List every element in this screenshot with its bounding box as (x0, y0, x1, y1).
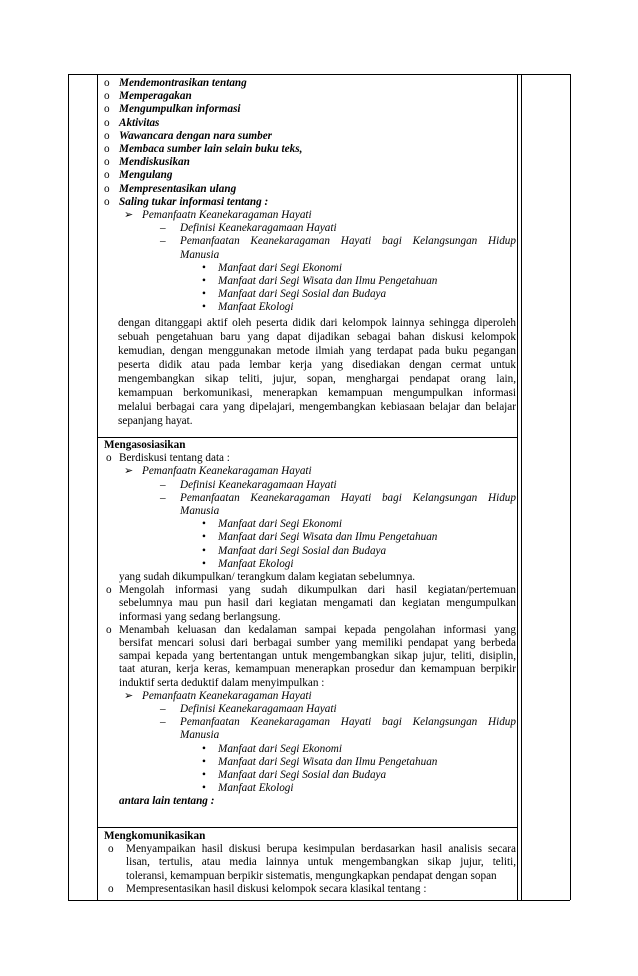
dash-bullet-icon: – (160, 235, 166, 248)
section-divider (97, 827, 517, 828)
mengasosiasikan-section (104, 439, 516, 809)
bullet-item: • Manfaat dari Segi Ekonomi (202, 518, 342, 531)
topic-item: ➢ Pemanfaatn Keanekaragaman Hayati (124, 689, 312, 702)
mengkomunikasikan-section (104, 830, 516, 896)
bullet-item: • Manfaat Ekologi (202, 557, 294, 570)
circle-bullet-icon: o (108, 843, 114, 856)
arrow-bullet-icon: ➢ (124, 465, 134, 478)
activity-list (104, 77, 516, 209)
circle-bullet-icon: o (104, 182, 110, 195)
circle-bullet-icon: o (104, 116, 110, 129)
continuation-text: yang sudah dikumpulkan/ terangkum dalam kegiatan sebelumnya. (119, 571, 416, 584)
bullet-item: • Manfaat dari Segi Ekonomi (202, 261, 342, 274)
bullet-item: • Manfaat dari Segi Wisata dan Ilmu Pengetahuan (202, 755, 438, 768)
circle-bullet-icon: o (104, 103, 110, 116)
circle-bullet-icon: o (106, 623, 112, 636)
bullet-item: • Manfaat dari Segi Sosial dan Budaya (202, 288, 387, 301)
section-divider (97, 437, 517, 438)
circle-bullet-icon: o (108, 882, 114, 895)
round-bullet-icon: • (202, 275, 206, 288)
round-bullet-icon: • (202, 518, 206, 531)
table-bottom-border (68, 900, 570, 901)
list-item: o Mempresentasikan hasil diskusi kelompok secara klasikal tentang : (108, 882, 427, 895)
table-top-border (68, 74, 570, 75)
subtopic-item: – Definisi Keanekaragamaan Hayati (160, 703, 337, 716)
list-item: o Mendemontrasikan tentang (104, 77, 247, 89)
topic-item: ➢ Pemanfaatn Keanekaragaman Hayati (124, 209, 312, 222)
bullet-item: • Manfaat dari Segi Wisata dan Ilmu Pengetahuan (202, 275, 438, 288)
list-item: o Aktivitas (104, 116, 160, 129)
dash-bullet-icon: – (160, 478, 166, 491)
activities-section (104, 77, 516, 428)
list-item: o Wawancara dengan nara sumber (104, 129, 273, 142)
circle-bullet-icon: o (104, 195, 110, 208)
list-item: o Mengulang (104, 169, 173, 182)
circle-bullet-icon: o (104, 90, 110, 103)
subtopic-continuation: Manusia (180, 729, 220, 742)
table-left-border (68, 74, 69, 900)
round-bullet-icon: • (202, 557, 206, 570)
list-item: o Saling tukar informasi tentang : (104, 195, 269, 208)
bullet-item: • Manfaat dari Segi Sosial dan Budaya (202, 544, 387, 557)
circle-bullet-icon: o (104, 169, 110, 182)
subtopic-continuation: Manusia (180, 248, 220, 261)
bullet-item: • Manfaat Ekologi (202, 301, 294, 314)
arrow-bullet-icon: ➢ (124, 209, 134, 222)
circle-bullet-icon: o (106, 584, 112, 597)
column-divider-left (97, 74, 98, 900)
list-item: o Mendiskusikan (104, 156, 190, 169)
topic-item: ➢ Pemanfaatn Keanekaragaman Hayati (124, 465, 312, 478)
circle-bullet-icon: o (104, 156, 110, 169)
section-heading: Mengasosiasikan (104, 439, 186, 451)
subtopic-item: – Pemanfaatan Keanekaragaman Hayati bagi Kelangsungan Hidup (160, 716, 516, 729)
subtopic-item: – Definisi Keanekaragamaan Hayati (160, 478, 337, 491)
round-bullet-icon: • (202, 782, 206, 795)
round-bullet-icon: • (202, 531, 206, 544)
circle-bullet-icon: o (104, 129, 110, 142)
subtopic-item: – Definisi Keanekaragamaan Hayati (160, 222, 337, 235)
column-divider-inner (517, 74, 518, 900)
circle-bullet-icon: o (104, 77, 110, 89)
column-divider-right (521, 74, 522, 900)
round-bullet-icon: • (202, 755, 206, 768)
bullet-item: • Manfaat dari Segi Ekonomi (202, 742, 342, 755)
list-item: o Mempresentasikan ulang (104, 182, 237, 195)
list-item: o Menyampaikan hasil diskusi berupa kesimpulan berdasarkan hasil analisis secara lisan, tertulis, atau media lainnya untuk mengembangkan sikap jujur, teliti, toleransi, kemampuan berpikir sistematis, mengungkapkan pendapat dengan sopan (108, 843, 516, 882)
activity-paragraph: dengan ditanggapi aktif oleh peserta didik dari kelompok lainnya sehingga diperoleh sebuah pengetahuan baru yang dapat dijadikan sebagai bahan diskusi kelompok kemudian, dengan menggunakan metode ilmiah yang terdapat pada buku pegangan peserta didik atau pada lembar kerja yang disediakan dengan cermat untuk mengembangkan sikap teliti, jujur, sopan, menghargai pendapat orang lain, kemampuan berkomunikasi, menerapkan kemampuan mengumpulkan informasi melalui berbagai cara yang dipelajari, mengembangkan kebiasaan belajar dan belajar sepanjang hayat. (118, 316, 516, 427)
round-bullet-icon: • (202, 742, 206, 755)
list-item: o Menambah keluasan dan kedalaman sampai kepada pengolahan informasi yang bersifat mencari solusi dari berbagai sumber yang memiliki pendapat yang berbeda sampai kepada yang bertentangan untuk mengembangkan sikap jujur, teliti, disiplin, taat aturan, kerja keras, kemampuan menerapkan prosedur dan kemampuan berpikir induktif serta deduktif dalam menyimpulkan : (106, 623, 516, 689)
dash-bullet-icon: – (160, 491, 166, 504)
subtopic-item: – Pemanfaatan Keanekaragaman Hayati bagi Kelangsungan Hidup (160, 235, 516, 248)
list-item: o Mengumpulkan informasi (104, 103, 241, 116)
arrow-bullet-icon: ➢ (124, 689, 134, 702)
section-heading: Mengkomunikasikan (104, 830, 206, 842)
subtopic-continuation: Manusia (180, 505, 220, 518)
round-bullet-icon: • (202, 261, 206, 274)
list-item: o Berdiskusi tentang data : (106, 452, 230, 465)
bullet-item: • Manfaat Ekologi (202, 782, 294, 795)
round-bullet-icon: • (202, 301, 206, 314)
circle-bullet-icon: o (106, 452, 112, 465)
dash-bullet-icon: – (160, 222, 166, 235)
round-bullet-icon: • (202, 544, 206, 557)
list-item: o Memperagakan (104, 90, 192, 103)
list-item: o Membaca sumber lain selain buku teks, (104, 143, 303, 156)
closing-text: antara lain tentang : (119, 795, 215, 808)
round-bullet-icon: • (202, 769, 206, 782)
subtopic-item: – Pemanfaatan Keanekaragaman Hayati bagi Kelangsungan Hidup (160, 491, 516, 504)
table-right-border (570, 74, 571, 900)
dash-bullet-icon: – (160, 716, 166, 729)
dash-bullet-icon: – (160, 703, 166, 716)
round-bullet-icon: • (202, 288, 206, 301)
list-item: o Mengolah informasi yang sudah dikumpulkan dari hasil kegiatan/pertemuan sebelumnya mau pun hasil dari kegiatan mengamati dan kegiatan mengumpulkan informasi yang sedang berlangsung. (106, 584, 516, 623)
bullet-item: • Manfaat dari Segi Sosial dan Budaya (202, 769, 387, 782)
circle-bullet-icon: o (104, 143, 110, 156)
bullet-item: • Manfaat dari Segi Wisata dan Ilmu Pengetahuan (202, 531, 438, 544)
